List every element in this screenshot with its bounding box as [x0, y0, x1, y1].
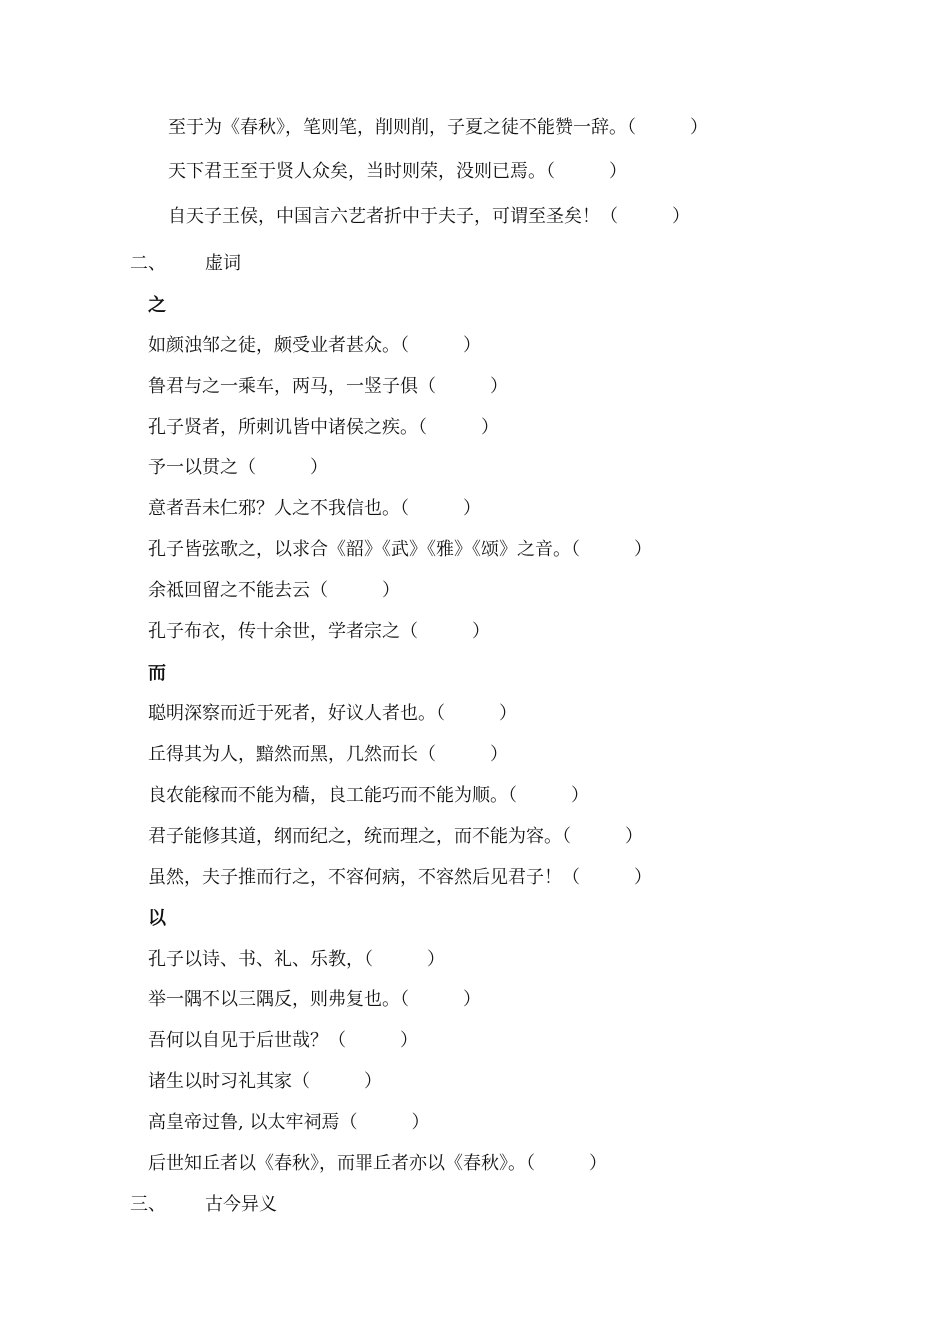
list-item: 如颜浊邹之徒，颇受业者甚众。（ ）: [148, 335, 481, 356]
list-item: 孔子贤者，所刺讥皆中诸侯之疾。（ ）: [148, 417, 499, 438]
list-item: 良农能稼而不能为穑，良工能巧而不能为顺。（ ）: [148, 785, 589, 806]
sentence-text: 至于为《春秋》，笔则笔，削则削，子夏之徒不能赞一辞。（ ）: [168, 117, 708, 138]
list-item: 诸生以时习礼其家（ ）: [148, 1071, 382, 1092]
section-title: 古今异义: [205, 1194, 277, 1215]
sentence-line: [168, 205, 690, 229]
list-item: 虽然，夫子推而行之，不容何病，不容然后见君子！（ ）: [148, 867, 652, 888]
list-item: 孔子皆弦歌之，以求合《韶》《武》《雅》《颂》之音。（ ）: [148, 539, 652, 560]
list-item: 孔子布衣，传十余世，学者宗之（ ）: [148, 621, 490, 642]
list-item: 孔子以诗、书、礼、乐教，（ ）: [148, 949, 445, 970]
list-item: 予一以贯之（ ）: [148, 457, 328, 478]
list-item: 聪明深察而近于死者，好议人者也。（ ）: [148, 703, 517, 724]
sentence-text: 天下君王至于贤人众矣，当时则荣，没则已焉。（ ）: [168, 161, 627, 182]
list-item: 高皇帝过鲁, 以太牢祠焉（ ）: [148, 1112, 430, 1133]
list-item: 余祗回留之不能去云（ ）: [148, 580, 400, 601]
section-number: 三、: [130, 1194, 166, 1215]
list-item: 举一隅不以三隅反，则弗复也。（ ）: [148, 989, 481, 1010]
list-item: 君子能修其道，纲而纪之，统而理之，而不能为容。（ ）: [148, 826, 643, 847]
list-item: 意者吾未仁邪？人之不我信也。（ ）: [148, 498, 481, 519]
list-item: 丘得其为人，黯然而黑，几然而长（ ）: [148, 744, 508, 765]
list-item: 后世知丘者以《春秋》，而罪丘者亦以《春秋》。（ ）: [148, 1153, 607, 1174]
subheading-zhi: 之: [148, 295, 166, 316]
list-item: 吾何以自见于后世哉？（ ）: [148, 1030, 418, 1051]
list-item: 鲁君与之一乘车，两马，一竖子俱（ ）: [148, 376, 508, 397]
subheading-yi: 以: [148, 908, 166, 929]
subheading-er: 而: [148, 663, 166, 684]
sentence-text: 自天子王侯，中国言六艺者折中于夫子，可谓至圣矣！（ ）: [168, 206, 690, 227]
section-title: 虚词: [205, 253, 241, 274]
sentence-line: [168, 160, 627, 184]
sentence-line: [168, 116, 708, 140]
section-number: 二、: [130, 253, 166, 274]
